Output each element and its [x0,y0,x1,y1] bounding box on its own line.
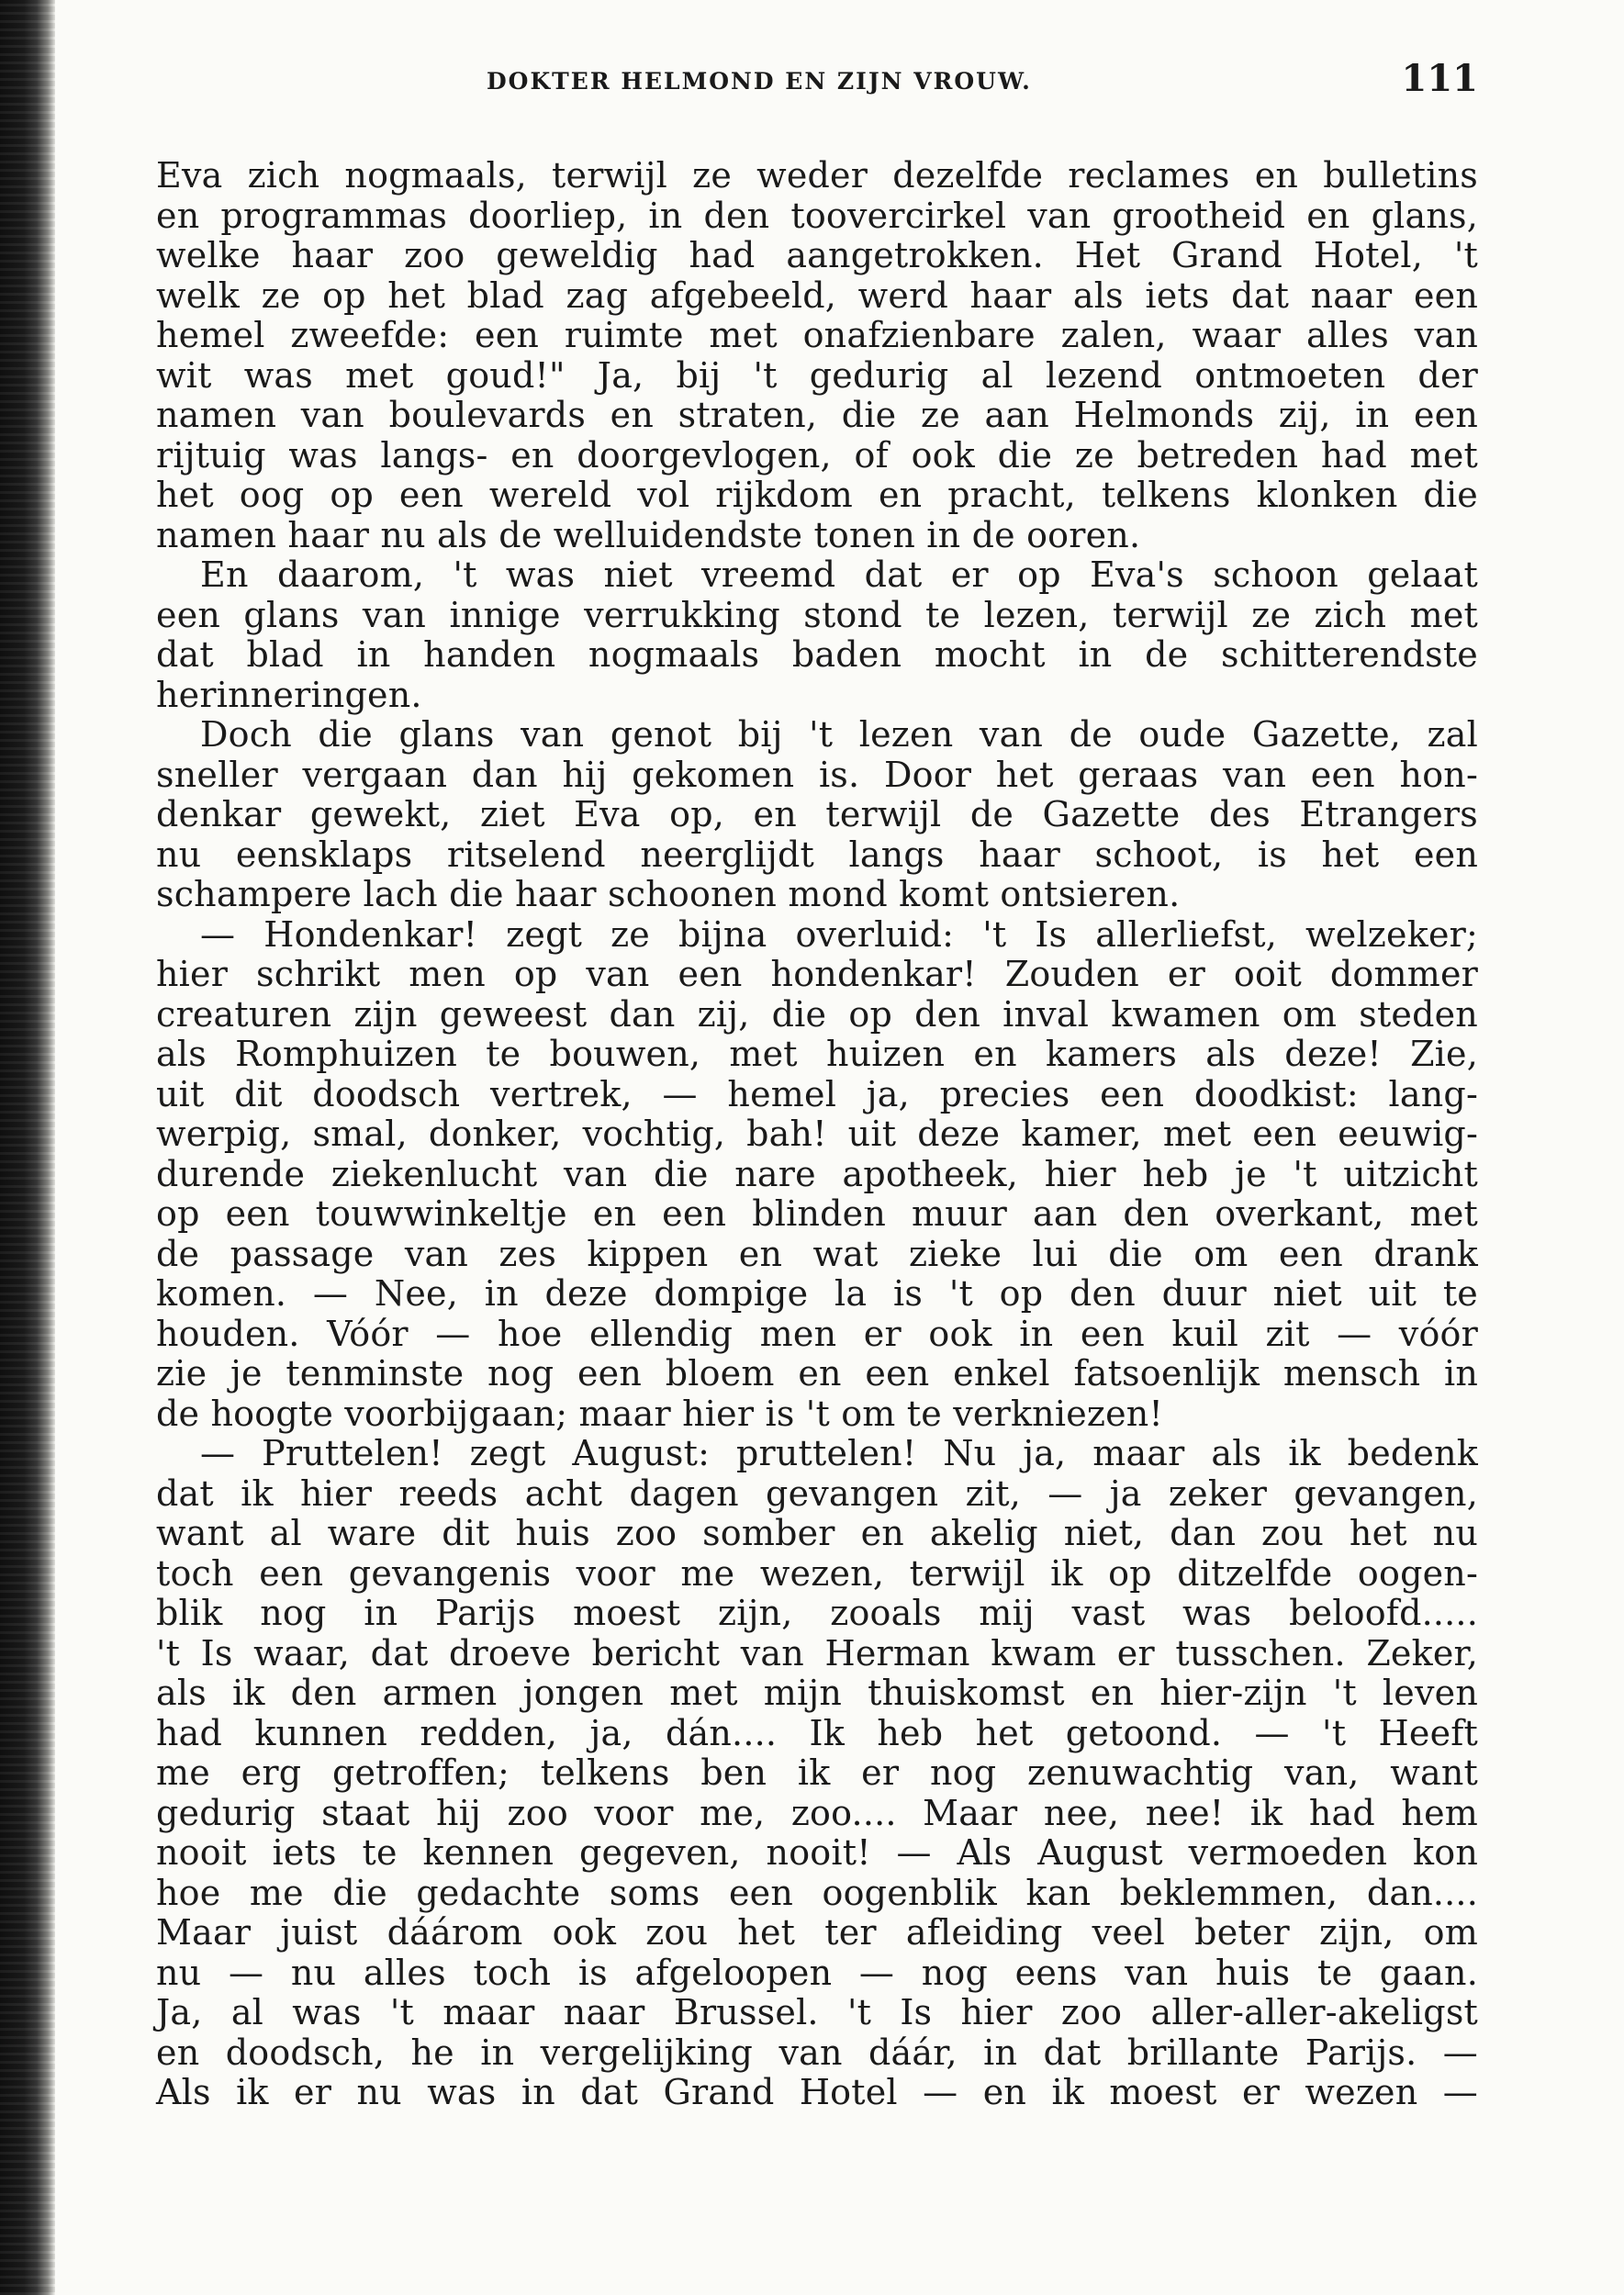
text-line: welke haar zoo geweldig had aangetrokken. Het Grand Hotel, 't [156,235,1478,275]
text-line: werpig, smal, donker, vochtig, bah! uit deze kamer, met een eeuwig- [156,1114,1478,1154]
text-line: de hoogte voorbijgaan; maar hier is 't om te verkniezen! [156,1393,1163,1434]
text-line: durende ziekenlucht van die nare apotheek, hier heb je 't uitzicht [156,1153,1478,1194]
text-line: hemel zweefde: een ruimte met onafzienbare zalen, waar alles van [156,315,1478,355]
text-line: zie je tenminste nog een bloem en een enkel fatsoenlijk mensch in [156,1353,1478,1394]
text-line: had kunnen redden, ja, dán.... Ik heb het getoond. — 't Heeft [156,1712,1478,1753]
text-line: Ja, al was 't maar naar Brussel. 't Is hier zoo aller-aller-akeligst [156,1992,1478,2032]
text-line: uit dit doodsch vertrek, — hemel ja, precies een doodkist: lang- [156,1073,1478,1114]
text-line: creaturen zijn geweest dan zij, die op den inval kwamen om steden [156,993,1478,1035]
text-line: nu — nu alles toch is afgeloopen — nog eens van huis te gaan. [156,1952,1478,1993]
page-number: 111 [1401,57,1478,100]
text-line: 't Is waar, dat droeve bericht van Herman kwam er tusschen. Zeker, [156,1632,1478,1674]
text-line: het oog op een wereld vol rijkdom en pracht, telkens klonken die [156,475,1478,515]
text-line: Doch die glans van genot bij 't lezen van de oude Gazette, zal [200,714,1478,755]
text-line: nooit iets te kennen gegeven, nooit! — Als August vermoeden kon [156,1832,1478,1873]
text-line: — Pruttelen! zegt August: pruttelen! Nu ja, maar als ik bedenk [200,1433,1478,1473]
text-line: Maar juist dáárom ook zou het ter afleiding veel beter zijn, om [156,1912,1478,1953]
text-line: als ik den armen jongen met mijn thuiskomst en hier-zijn 't leven [156,1673,1478,1713]
text-line: sneller vergaan dan hij gekomen is. Door het geraas van een hon- [156,754,1478,795]
book-binding-shadow [0,0,55,2295]
text-line: namen haar nu als de welluidendste tonen in de ooren. [156,514,1141,555]
text-line: en doodsch, he in vergelijking van dáár, in dat brillante Parijs. — [156,2032,1478,2073]
text-line: op een touwwinkeltje en een blinden muur aan den overkant, met [156,1193,1478,1234]
text-line: Eva zich nogmaals, terwijl ze weder dezelfde reclames en bulletins [156,155,1478,196]
text-line: als Romphuizen te bouwen, met huizen en kamers als deze! Zie, [156,1034,1478,1074]
text-line: toch een gevangenis voor me wezen, terwijl ik op ditzelfde oogen- [156,1552,1478,1594]
text-line: welk ze op het blad zag afgebeeld, werd haar als iets dat naar een [156,274,1478,316]
text-line: een glans van innige verrukking stond te lezen, terwijl ze zich met [156,594,1478,635]
text-line: de passage van zes kippen en wat zieke lui die om een drank [156,1233,1478,1274]
body-text [156,156,1478,2113]
text-line: denkar gewekt, ziet Eva op, en terwijl de Gazette des Etrangers [156,794,1478,834]
text-line: herinneringen. [156,674,422,715]
text-line: dat blad in handen nogmaals baden mocht in de schitterendste [156,634,1478,675]
text-line: nu eensklaps ritselend neerglijdt langs haar schoot, is het een [156,834,1478,875]
text-line: wit was met goud!" Ja, bij 't gedurig al lezend ontmoeten der [156,354,1478,396]
text-line: en programmas doorliep, in den toovercirkel van grootheid en glans, [156,195,1478,236]
text-line: namen van boulevards en straten, die ze aan Helmonds zij, in een [156,395,1478,435]
text-line: Als ik er nu was in dat Grand Hotel — en ik moest er wezen — [156,2072,1478,2112]
text-line: — Hondenkar! zegt ze bijna overluid: 't Is allerliefst, welzeker; [200,913,1478,955]
text-line: me erg getroffen; telkens ben ik er nog zenuwachtig van, want [156,1752,1478,1793]
text-line: blik nog in Parijs moest zijn, zooals mij vast was beloofd..... [156,1593,1478,1633]
text-line: hier schrikt men op van een hondenkar! Zouden er ooit dommer [156,954,1478,994]
running-title: DOKTER HELMOND EN ZIJN VROUW. [487,68,1032,95]
text-line: komen. — Nee, in deze dompige la is 't op den duur niet uit te [156,1273,1478,1314]
text-line: rijtuig was langs- en doorgevlogen, of ook die ze betreden had met [156,434,1478,476]
page-header [156,57,1478,112]
text-line: gedurig staat hij zoo voor me, zoo.... Maar nee, nee! ik had hem [156,1792,1478,1833]
text-line: dat ik hier reeds acht dagen gevangen zit, — ja zeker gevangen, [156,1472,1478,1514]
text-line: En daarom, 't was niet vreemd dat er op Eva's schoon gelaat [200,554,1478,595]
text-line: houden. Vóór — hoe ellendig men er ook in een kuil zit — vóór [156,1313,1478,1354]
text-line: schampere lach die haar schoonen mond komt ontsieren. [156,874,1181,914]
text-line: want al ware dit huis zoo somber en akelig niet, dan zou het nu [156,1513,1478,1553]
text-line: hoe me die gedachte soms een oogenblik kan beklemmen, dan.... [156,1872,1478,1913]
